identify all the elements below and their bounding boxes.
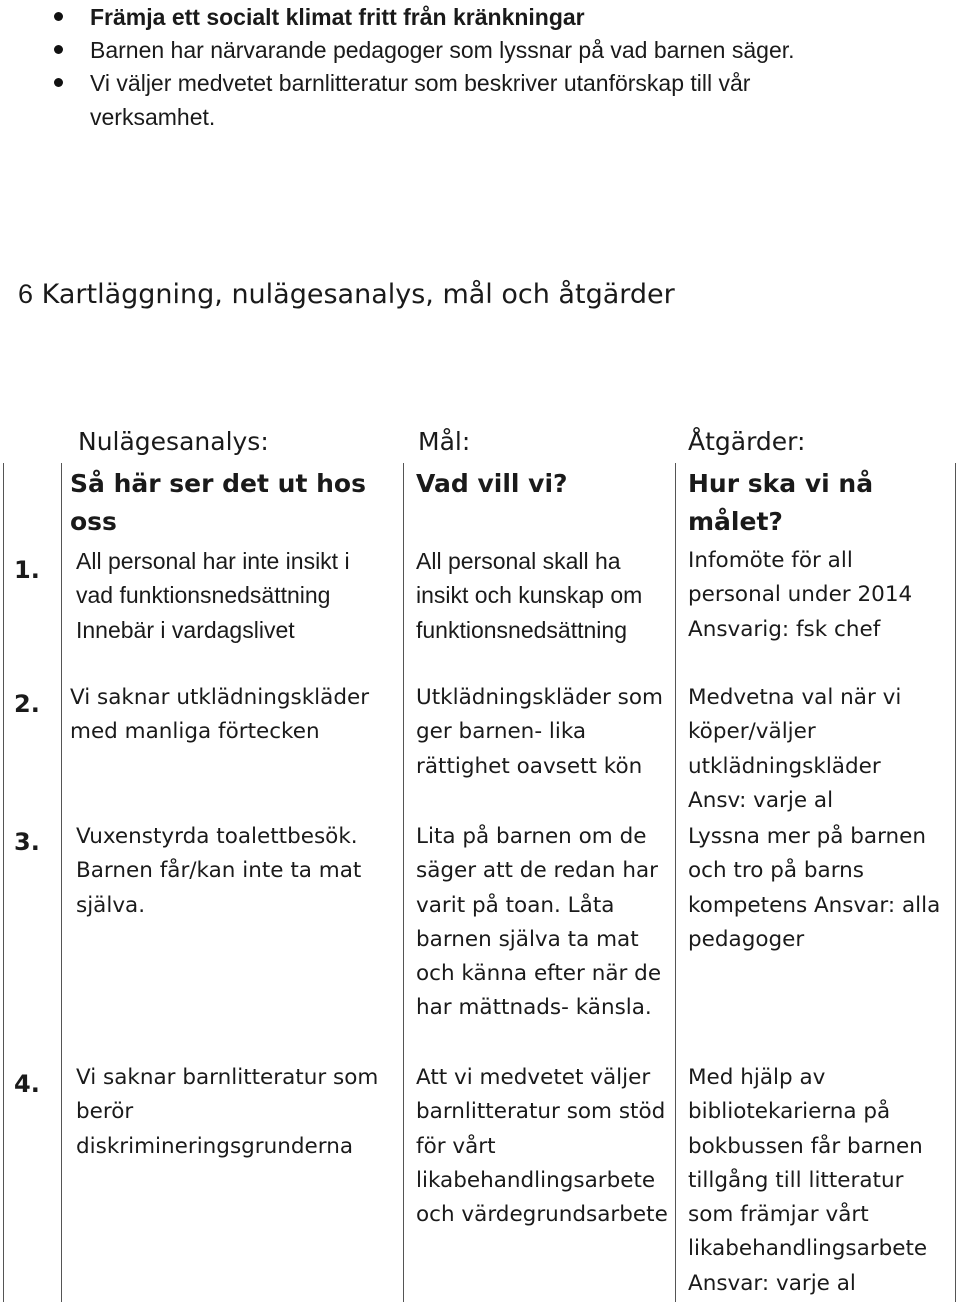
row-goal: All personal skall ha insikt och kunskap om funktionsnedsättning	[416, 548, 643, 643]
bullet-item	[90, 0, 910, 34]
subheader-analysis: Så här ser det ut hos oss	[70, 469, 366, 536]
analysis-table	[0, 463, 960, 1302]
row-action: Med hjälp av bibliotekarierna på bokbussen får barnen tillgång till litteratur som främjar vårt likabehandlingsarbete Ansvar: varje al	[688, 1065, 928, 1296]
bullet-item	[90, 33, 910, 67]
row-action: Lyssna mer på barnen och tro på barns kompetens Ansvar: alla pedagoger	[688, 824, 941, 952]
section-title: Kartläggning, nulägesanalys, mål och åtgärder	[41, 279, 675, 310]
column-header-analysis: Nulägesanalys:	[78, 427, 269, 456]
column-header-goal: Mål:	[418, 427, 471, 456]
section-number: 6	[18, 279, 34, 309]
row-number: 3.	[14, 828, 40, 856]
column-header-actions: Åtgärder:	[688, 427, 806, 456]
bullet-text: Vi väljer medvetet barnlitteratur som beskriver utanförskap till vår verksamhet.	[90, 70, 751, 130]
bullet-icon	[54, 12, 63, 21]
bullet-text: Barnen har närvarande pedagoger som lyssnar på vad barnen säger.	[90, 37, 795, 63]
table-border-left	[3, 463, 4, 1302]
row-current-state: Vuxenstyrda toalettbesök. Barnen får/kan inte ta mat själva.	[76, 824, 362, 918]
row-number: 1.	[14, 556, 40, 584]
row-number: 2.	[14, 690, 40, 718]
row-current-state: Vi saknar barnlitteratur som berör diskrimineringsgrunderna	[76, 1065, 379, 1159]
table-border-right	[955, 463, 956, 1302]
row-goal: Lita på barnen om de säger att de redan har varit på toan. Låta barnen själva ta mat och känna efter när de har mättnads- känsla.	[416, 824, 662, 1021]
table-divider	[61, 463, 62, 1302]
bullet-item	[90, 66, 880, 134]
table-divider	[403, 463, 404, 1302]
row-action: Infomöte för all personal under 2014 Ansvarig: fsk chef	[688, 548, 913, 642]
bullet-text: Främja ett socialt klimat fritt från kränkningar	[90, 4, 585, 30]
row-number: 4.	[14, 1070, 40, 1098]
table-divider	[675, 463, 676, 1302]
section-heading	[18, 276, 675, 313]
row-goal: Att vi medvetet väljer barnlitteratur som stöd för vårt likabehandlingsarbete och värdegrundsarbete	[416, 1065, 668, 1228]
row-current-state: Vi saknar utklädningskläder med manliga förtecken	[70, 685, 370, 745]
bullet-icon	[54, 78, 63, 87]
subheader-goal: Vad vill vi?	[416, 469, 568, 498]
row-current-state: All personal har inte insikt i vad funktionsnedsättning Innebär i vardagslivet	[76, 548, 350, 643]
row-action: Medvetna val när vi köper/väljer utklädningskläder Ansv: varje al	[688, 685, 902, 813]
subheader-actions: Hur ska vi nå målet?	[688, 469, 874, 536]
bullet-icon	[54, 45, 63, 54]
row-goal: Utklädningskläder som ger barnen- lika rättighet oavsett kön	[416, 685, 663, 779]
